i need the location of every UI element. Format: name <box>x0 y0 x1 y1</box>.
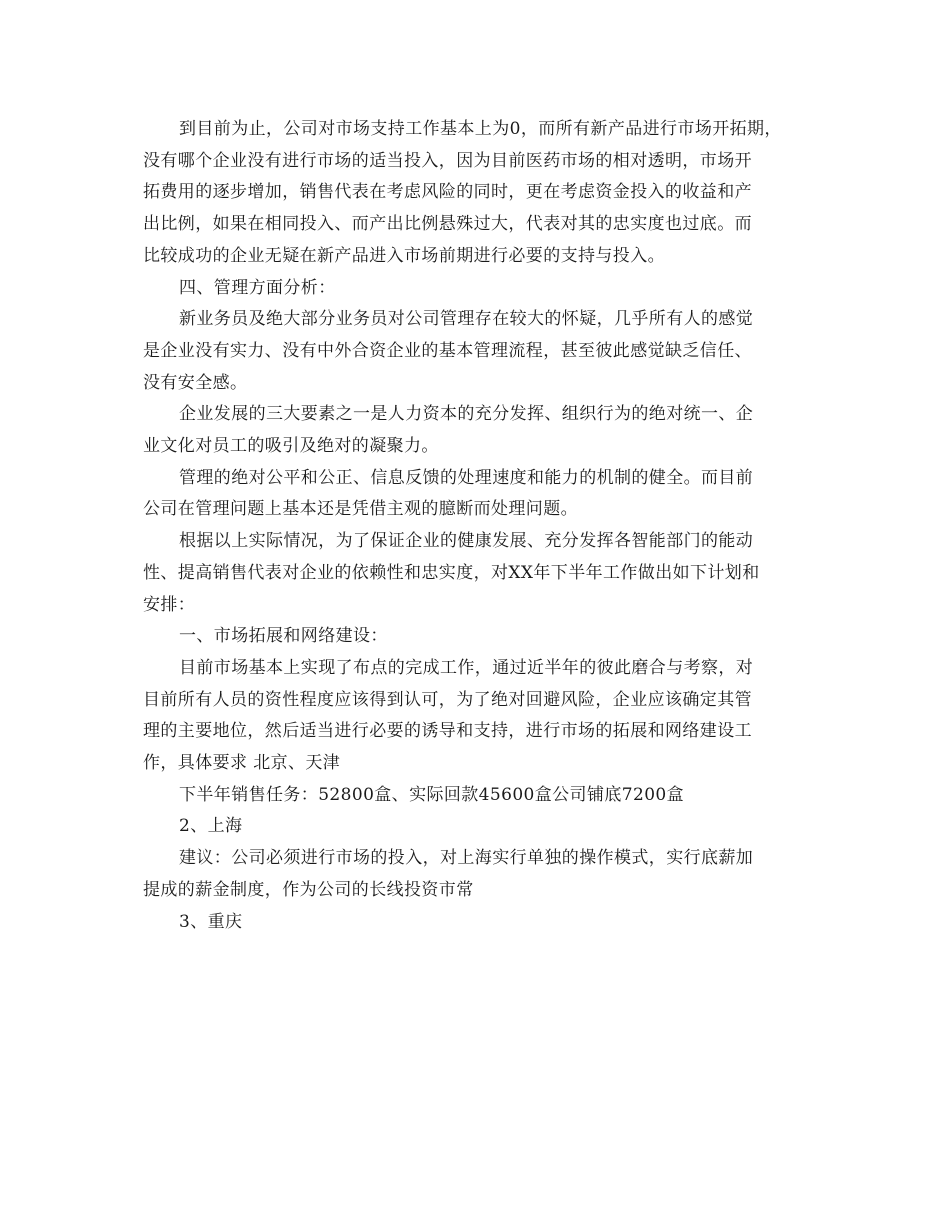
text-line: 建议：公司必须进行市场的投入，对上海实行单独的操作模式，实行底薪加 <box>179 848 754 869</box>
paragraph <box>143 114 833 273</box>
document-body <box>143 114 833 938</box>
text-line: 四、管理方面分析： <box>179 277 336 298</box>
paragraph <box>143 653 833 780</box>
text-line: 是企业没有实力、没有中外合资企业的基本管理流程，甚至彼此感觉缺乏信任、 <box>143 340 752 361</box>
text-line: 拓费用的逐步增加，销售代表在考虑风险的同时，更在考虑资金投入的收益和产 <box>143 182 752 203</box>
text-line: 下半年销售任务：52800盒、实际回款45600盒公司铺底7200盒 <box>179 784 685 805</box>
text-line: 没有哪个企业没有进行市场的适当投入，因为目前医药市场的相对透明，市场开 <box>143 150 752 171</box>
text-line: 2、上海 <box>179 816 243 837</box>
paragraph <box>143 463 833 526</box>
section-heading <box>143 907 833 939</box>
text-line: 作，具体要求 北京、天津 <box>143 753 341 774</box>
text-line: 目前市场基本上实现了布点的完成工作，通过近半年的彼此磨合与考察，对 <box>179 657 754 678</box>
text-line: 理的主要地位，然后适当进行必要的诱导和支持，进行市场的拓展和网络建设工 <box>143 721 752 742</box>
text-line: 一、市场拓展和网络建设： <box>179 626 388 647</box>
text-line: 新业务员及绝大部分业务员对公司管理存在较大的怀疑，几乎所有人的感觉 <box>179 309 754 330</box>
text-line: 到目前为止，公司对市场支持工作基本上为0，而所有新产品进行市场开拓期， <box>179 119 782 139</box>
section-heading <box>143 621 833 653</box>
text-line: 业文化对员工的吸引及绝对的凝聚力。 <box>143 436 439 457</box>
text-line: 企业发展的三大要素之一是人力资本的充分发挥、组织行为的绝对统一、企 <box>179 404 754 425</box>
text-line: 管理的绝对公平和公正、信息反馈的处理速度和能力的机制的健全。而目前 <box>179 467 754 488</box>
text-line: 公司在管理问题上基本还是凭借主观的臆断而处理问题。 <box>143 499 578 520</box>
text-line: 出比例，如果在相同投入、而产出比例悬殊过大，代表对其的忠实度也过底。而 <box>143 214 752 235</box>
text-line: 3、重庆 <box>179 911 243 932</box>
section-heading <box>143 811 833 843</box>
paragraph <box>143 304 833 399</box>
paragraph <box>143 843 833 906</box>
text-line: 比较成功的企业无疑在新产品进入市场前期进行必要的支持与投入。 <box>143 245 665 266</box>
text-line: 目前所有人员的资性程度应该得到认可，为了绝对回避风险，企业应该确定其管 <box>143 689 752 710</box>
text-line: 没有安全感。 <box>143 372 248 393</box>
paragraph <box>143 780 833 812</box>
section-heading <box>143 273 833 305</box>
paragraph <box>143 526 833 621</box>
text-line: 性、提高销售代表对企业的依赖性和忠实度，对XX年下半年工作做出如下计划和 <box>143 562 760 583</box>
paragraph <box>143 399 833 462</box>
text-line: 安排： <box>143 594 196 615</box>
text-line: 提成的薪金制度，作为公司的长线投资市常 <box>143 879 474 900</box>
text-line: 根据以上实际情况，为了保证企业的健康发展、充分发挥各智能部门的能动 <box>179 531 754 552</box>
